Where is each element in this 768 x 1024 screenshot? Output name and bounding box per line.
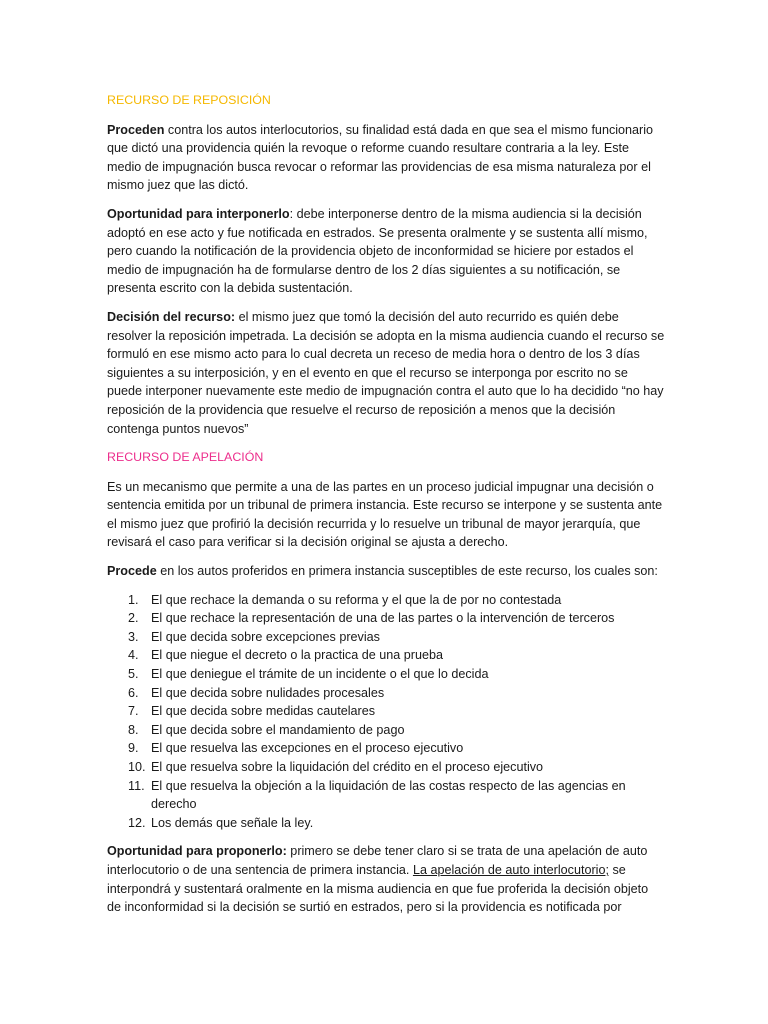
list-number: 11. [128, 778, 145, 793]
list-number: 4. [128, 648, 139, 663]
underlined-phrase: La apelación de auto interlocutorio; [412, 862, 609, 877]
list-number: 3. [128, 629, 139, 644]
list-item [107, 609, 665, 628]
list-item [107, 721, 665, 740]
paragraph-text: : debe interponerse dentro de la misma audiencia si la decisión adoptó en ese acto y fue notificada en estrados. Se presenta oralmente y se sustenta allí mismo, pero cuando la notificación de la providencia objeto de inconformidad se hiciere por estados el medio de impugnación ha de formularse dentro de los 2 días siguientes a su notificación, se presenta escrito con la debida sustentación. [107, 206, 648, 296]
list-text: El que decida sobre nulidades procesales [151, 685, 385, 700]
list-number: 12. [128, 815, 146, 830]
heading-recurso-reposicion: RECURSO DE REPOSICIÓN [107, 93, 271, 107]
list-number: 6. [128, 685, 139, 700]
list-text: Los demás que señale la ley. [151, 815, 314, 830]
heading-recurso-apelacion: RECURSO DE APELACIÓN [107, 450, 264, 465]
bold-term-decision: Decisión del recurso: [107, 309, 236, 324]
list-item [107, 684, 665, 703]
bold-term-procede: Procede [107, 564, 157, 579]
list-item [107, 665, 665, 684]
numbered-list-autos [107, 591, 665, 833]
bold-term-oportunidad-proponerlo: Oportunidad para proponerlo: [107, 844, 287, 859]
list-text: El que decida sobre medidas cautelares [151, 704, 376, 719]
list-item [107, 628, 665, 647]
list-item [107, 758, 665, 777]
list-item [107, 777, 665, 814]
list-text: El que niegue el decreto o la practica de una prueba [151, 648, 443, 663]
list-text: El que rechace la representación de una de las partes o la intervención de terceros [151, 611, 615, 626]
list-item [107, 702, 665, 721]
paragraph-proceden [107, 121, 665, 195]
paragraph-text: se interpondrá y sustentará oralmente en la misma audiencia en que fue proferida la decisión objeto de inconformidad si la decisión se surtió en estrados, pero si la providencia es notificada por [107, 862, 649, 915]
paragraph-procede [107, 562, 665, 581]
bold-term-proceden: Proceden [107, 122, 165, 137]
list-number: 10. [128, 760, 146, 774]
list-number: 8. [128, 722, 139, 737]
list-number: 2. [128, 611, 139, 626]
list-item [107, 739, 665, 758]
document-page [107, 91, 665, 927]
paragraph-oportunidad-interponerlo [107, 205, 665, 298]
list-text: El que resuelva sobre la liquidación del crédito en el proceso ejecutivo [151, 760, 544, 774]
list-number: 5. [128, 667, 139, 682]
list-text: El que decida sobre excepciones previas [151, 629, 380, 644]
paragraph-decision-recurso [107, 308, 665, 438]
list-text: El que decida sobre el mandamiento de pago [151, 722, 405, 737]
list-text: El que resuelva las excepciones en el proceso ejecutivo [151, 741, 464, 756]
list-number: 9. [128, 741, 139, 756]
list-item [107, 646, 665, 665]
list-text: El que deniegue el trámite de un incidente o el que lo decida [151, 667, 489, 682]
bold-term-oportunidad: Oportunidad para interponerlo [107, 206, 290, 221]
paragraph-oportunidad-proponerlo [107, 842, 665, 916]
list-text: El que rechace la demanda o su reforma y el que la de por no contestada [151, 592, 562, 607]
paragraph-text: contra los autos interlocutorios, su finalidad está dada en que sea el mismo funcionario que dictó una providencia quién la revoque o reforme cuando resultare contraria a la ley. Este medio de impugnación busca revocar o reformar las providencias de esa misma naturaleza por el mismo juez que las dictó. [107, 122, 654, 193]
list-number: 7. [128, 704, 139, 719]
list-number: 1. [128, 592, 139, 607]
paragraph-text: el mismo juez que tomó la decisión del auto recurrido es quién debe resolver la reposición impetrada. La decisión se adopta en la misma audiencia cuando el recurso se formuló en ese mismo acto para lo cual decreta un receso de media hora o dentro de los 3 días siguientes a su interposición, y en el evento en que el recurso se interponga por escrito no se puede interponer nuevamente este medio de impugnación contra el auto que lo ha decidido “no hay reposición de la providencia que resuelve el recurso de reposición a menos que la decisión contenga puntos nuevos” [107, 309, 665, 436]
list-item [107, 814, 665, 833]
paragraph-mecanismo: Es un mecanismo que permite a una de las partes en un proceso judicial impugnar una decisión o sentencia emitida por un tribunal de primera instancia. Este recurso se interpone y se sustenta ante el mismo juez que profirió la decisión recurrida y lo resuelve un tribunal de mayor jerarquía, que revisará el caso para verificar si la decisión original se ajusta a derecho. [107, 479, 663, 550]
list-item [107, 591, 665, 610]
list-text: El que resuelva la objeción a la liquidación de las costas respecto de las agencias en derecho [151, 778, 626, 812]
paragraph-text: en los autos proferidos en primera instancia susceptibles de este recurso, los cuales son: [156, 564, 658, 579]
paragraph-text: primero se debe tener claro si se trata de una apelación de auto interlocutorio o de una sentencia de primera instancia. [107, 844, 648, 877]
